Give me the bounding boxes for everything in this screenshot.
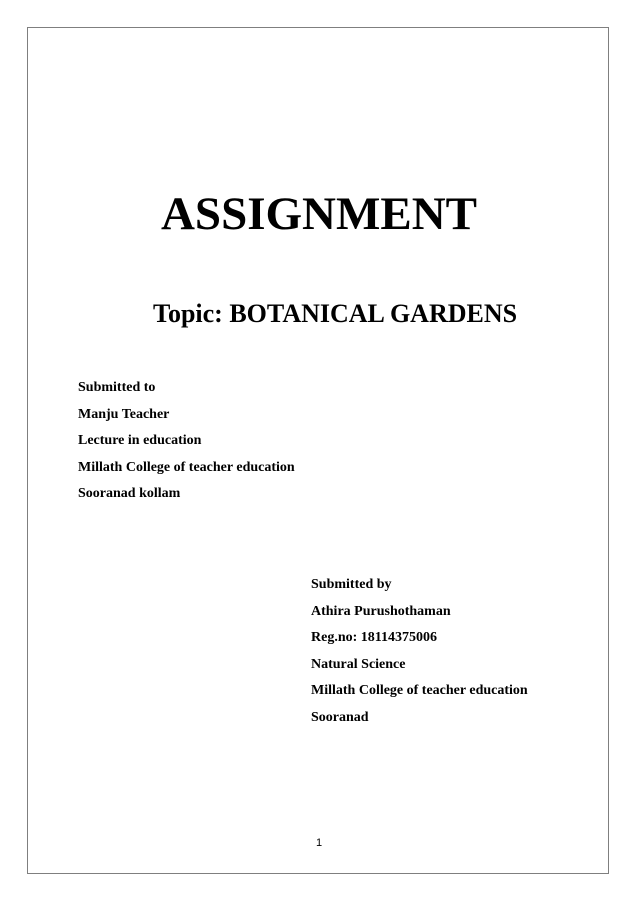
submitted-by-block (311, 575, 528, 734)
recipient-designation: Lecture in education (78, 433, 202, 448)
author-subject: Natural Science (311, 656, 406, 672)
submitted-by-heading: Submitted by (311, 577, 392, 592)
recipient-institution: Millath College of teacher education (78, 459, 295, 475)
submitted-to-heading: Submitted to (78, 380, 156, 395)
submitted-to-block (78, 378, 295, 511)
author-location: Sooranad (311, 709, 369, 725)
recipient-name: Manju Teacher (78, 406, 170, 422)
author-reg-no: Reg.no: 18114375006 (311, 630, 437, 645)
recipient-location: Sooranad kollam (78, 486, 181, 501)
page-number: 1 (315, 837, 323, 849)
document-topic: Topic: BOTANICAL GARDENS (153, 299, 518, 328)
document-title: ASSIGNMENT (160, 188, 477, 240)
author-institution: Millath College of teacher education (311, 683, 528, 698)
author-name: Athira Purushothaman (311, 603, 451, 619)
